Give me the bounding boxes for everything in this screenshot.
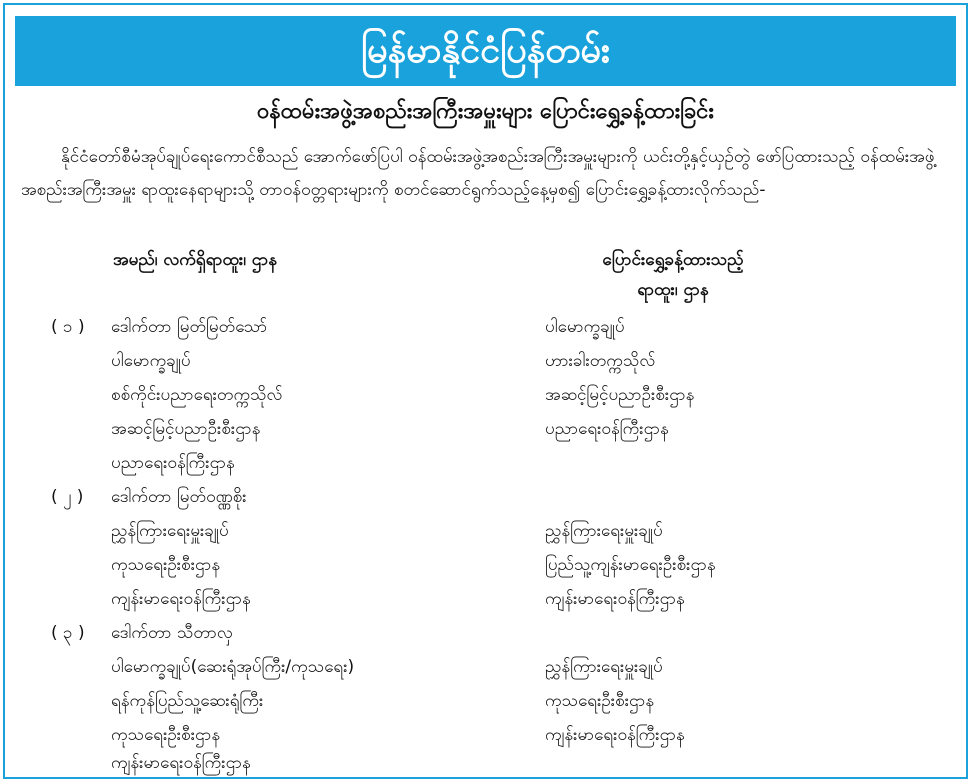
column-header-new-line2: ရာထူး၊ ဌာန — [637, 280, 709, 300]
entry-new-line: ညွှန်ကြားရေးမှူးချုပ် — [545, 521, 663, 541]
entry-new-line: အဆင့်မြင့်ပညာဦးစီးဌာန — [545, 385, 695, 405]
entry-new-line: ပါမောက္ခချုပ် — [545, 317, 625, 337]
entry-new-line: ပြည်သူ့ကျန်းမာရေးဦးစီးဌာန — [545, 555, 716, 575]
entry-current-line: ရန်ကုန်ပြည်သူ့ဆေးရုံကြီး — [111, 691, 264, 711]
entry-new-line: ပညာရေးဝန်ကြီးဌာန — [545, 419, 669, 439]
entry-current-line: စစ်ကိုင်းပညာရေးတက္ကသိုလ် — [111, 385, 283, 405]
entry-new-line: ကျန်းမာရေးဝန်ကြီးဌာန — [545, 589, 685, 609]
notice-title: ဝန်ထမ်းအဖွဲ့အစည်းအကြီးအမှူးများ ပြောင်းရွှေ့ခန့်ထားခြင်း — [256, 99, 715, 124]
column-header-new — [543, 245, 803, 305]
entry-number: ( ၃ ) — [51, 623, 85, 643]
entry-current-line: ပညာရေးဝန်ကြီးဌာန — [111, 453, 235, 473]
entry-number: ( ၂ ) — [51, 487, 84, 507]
entry-current-line: ကျန်းမာရေးဝန်ကြီးဌာန — [111, 753, 251, 773]
notice-frame — [3, 3, 968, 779]
entry-number: ( ၁ ) — [51, 317, 85, 337]
entry-current-line: အဆင့်မြင့်ပညာဦးစီးဌာန — [111, 419, 261, 439]
notice-intro: နိုင်ငံတော်စီမံအုပ်ချုပ်ရေးကောင်စီသည် အောက်ဖော်ပြပါ ဝန်ထမ်းအဖွဲ့အစည်းအကြီးအမှူးများကို ယင်းတို့နှင့်ယှဉ်တွဲ ဖော်ပြထားသည့် ဝန်ထမ်းအဖွဲ့အစည်းအကြီးအမှူး ရာထူးနေရာများသို့ တာဝန်ဝတ္တရားများကို စတင်ဆောင်ရွက်သည့်နေ့မှစ၍ ပြောင်းရွှေ့ခန့်ထားလိုက်သည်- — [21, 147, 935, 200]
entry-new-line: ကျန်းမာရေးဝန်ကြီးဌာန — [545, 725, 685, 745]
entry-current-line: ကုသရေးဦးစီးဌာန — [111, 725, 221, 745]
entry-current-line: ညွှန်ကြားရေးမှူးချုပ် — [111, 521, 229, 541]
column-header-new-line1: ပြောင်းရွှေ့ခန့်ထားသည့် — [602, 250, 744, 270]
entry-new-line: ညွှန်ကြားရေးမှူးချုပ် — [545, 657, 663, 677]
entry-current-line: ကုသရေးဦးစီးဌာန — [111, 555, 221, 575]
entry-current-line: ဒေါက်တာ မြတ်မြတ်သော် — [111, 317, 268, 337]
column-header-current: အမည်၊ လက်ရှိရာထူး၊ ဌာန — [113, 250, 278, 270]
entry-current-line: ဒေါက်တာ မြတ်ဝဏ္ဏစိုး — [111, 487, 247, 507]
entry-current-line: ပါမောက္ခချုပ် — [111, 351, 191, 371]
entry-new-line: ကုသရေးဦးစီးဌာန — [545, 691, 655, 711]
entry-current-line: ပါမောက္ခချုပ်(ဆေးရုံအုပ်ကြီး/ကုသရေး) — [111, 657, 355, 677]
gazette-banner: မြန်မာနိုင်ငံပြန်တမ်း — [15, 16, 956, 86]
entry-current-line: ကျန်းမာရေးဝန်ကြီးဌာန — [111, 589, 251, 609]
entry-current-line: ဒေါက်တာ သီတာလှ — [111, 623, 233, 643]
entry-new-line: ဟားခါးတက္ကသိုလ် — [545, 351, 656, 371]
